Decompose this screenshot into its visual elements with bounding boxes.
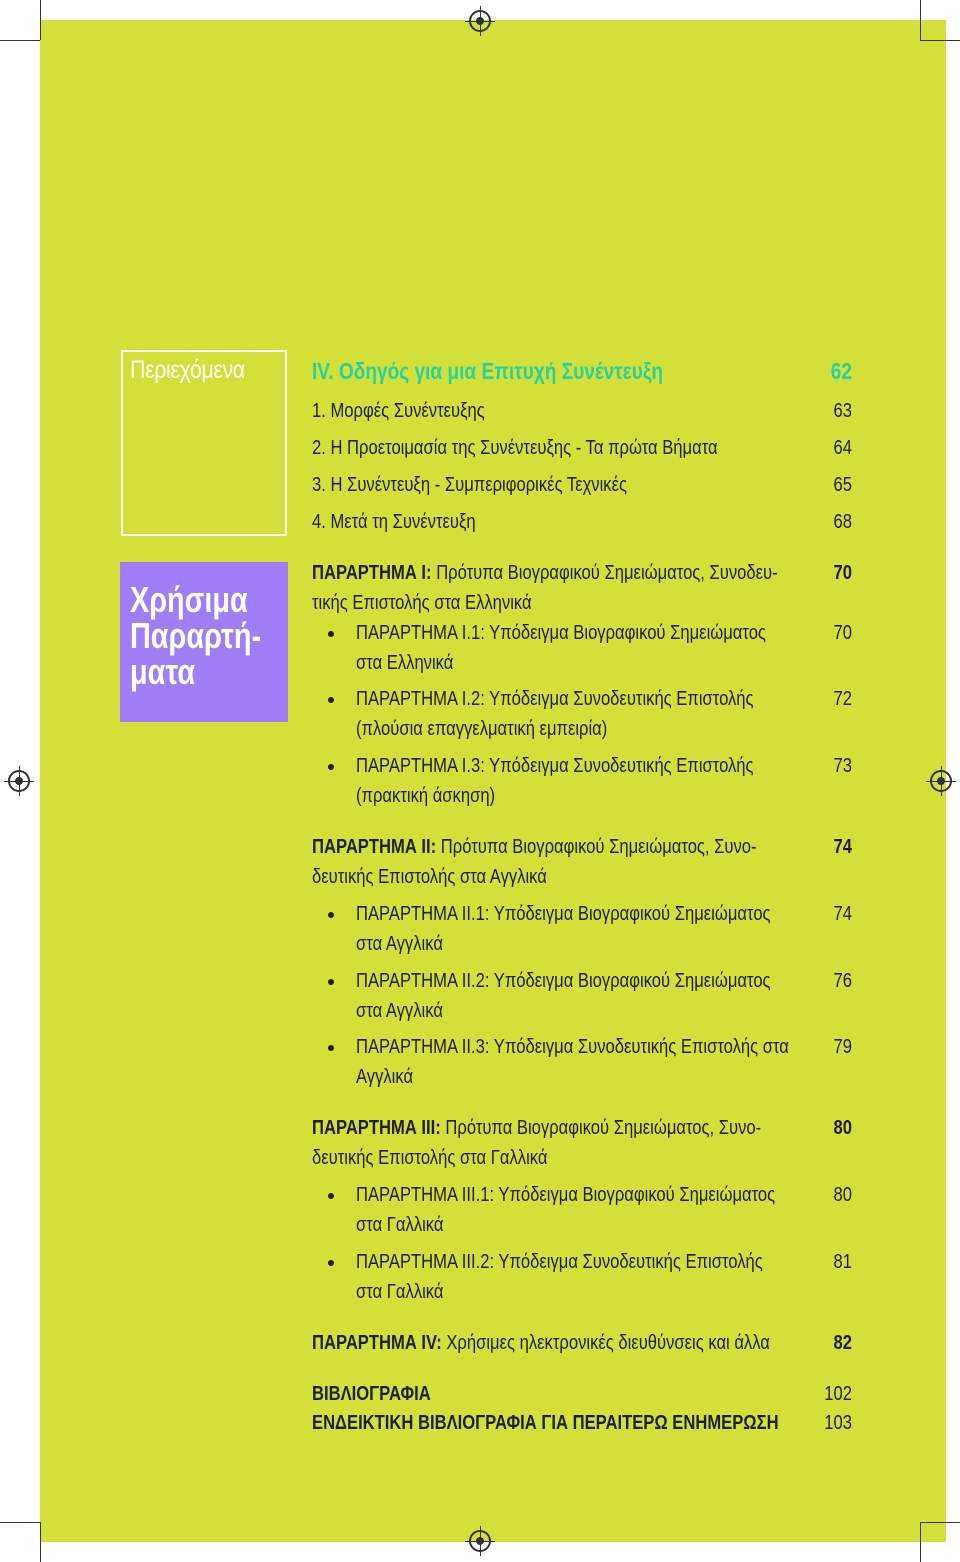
toc-appendix-title-cont[interactable]: τικής Επιστολής στα Ελληνικά — [312, 592, 532, 614]
contents-label: Περιεχόμενα — [130, 356, 245, 384]
toc-appendix-label: ΠΑΡΑΡΤΗΜΑ ΙΙ: — [312, 836, 437, 858]
toc-appendix-label: ΠΑΡΑΡΤΗΜΑ Ι: — [312, 562, 432, 584]
toc-appendix-title-text: Χρήσιμες ηλεκτρονικές διευθύνσεις και άλλα — [446, 1332, 770, 1354]
toc-subitem-cont[interactable]: στα Ελληνικά — [356, 652, 454, 674]
toc-item[interactable]: 3. Η Συνέντευξη - Συμπεριφορικές Τεχνικές — [312, 474, 627, 496]
crop-mark-bottom-left-h — [0, 1522, 40, 1523]
toc-subitem-cont[interactable]: (πρακτική άσκηση) — [356, 785, 496, 807]
toc-appendix-title-cont[interactable]: δευτικής Επιστολής στα Γαλλικά — [312, 1147, 548, 1169]
toc-item[interactable]: 2. Η Προετοιμασία της Συνέντευξης - Τα πρώτα Βήματα — [312, 437, 718, 459]
bullet-icon — [328, 1260, 334, 1266]
bullet-icon — [328, 631, 334, 637]
toc-subitem[interactable]: ΠΑΡΑΡΤΗΜΑ ΙΙ.3: Υπόδειγμα Συνοδευτικής Επιστολής στα — [356, 1036, 789, 1058]
toc-appendix-title[interactable] — [312, 558, 778, 588]
toc-subitem-cont[interactable]: στα Αγγλικά — [356, 1000, 443, 1022]
toc-subitem-cont[interactable]: στα Αγγλικά — [356, 933, 443, 955]
section-label — [130, 579, 262, 692]
toc-subitem[interactable]: ΠΑΡΑΡΤΗΜΑ ΙΙ.1: Υπόδειγμα Βιογραφικού Σημειώματος — [356, 903, 771, 925]
toc-item-page: 63 — [833, 400, 852, 422]
toc-subitem-page: 70 — [833, 622, 852, 644]
toc-subitem[interactable]: ΠΑΡΑΡΤΗΜΑ Ι.2: Υπόδειγμα Συνοδευτικής Επιστολής — [356, 688, 754, 710]
toc-subitem-page: 81 — [833, 1251, 852, 1273]
toc-appendix-title[interactable] — [312, 1328, 770, 1358]
registration-mark-left-icon — [8, 770, 30, 792]
toc-subitem[interactable]: ΠΑΡΑΡΤΗΜΑ ΙΙΙ.2: Υπόδειγμα Συνοδευτικής Επιστολής — [356, 1251, 763, 1273]
crop-mark-bottom-right-h — [920, 1522, 960, 1523]
bullet-icon — [328, 979, 334, 985]
toc-appendix-page: 70 — [833, 562, 852, 584]
toc-appendix-title-text: Πρότυπα Βιογραφικού Σημειώματος, Συνο- — [440, 836, 757, 858]
toc-item-page: 68 — [833, 511, 852, 533]
bullet-icon — [328, 764, 334, 770]
toc-subitem-page: 76 — [833, 970, 852, 992]
toc-subitem-cont[interactable]: (πλούσια επαγγελματική εμπειρία) — [356, 718, 608, 740]
toc-subitem[interactable]: ΠΑΡΑΡΤΗΜΑ Ι.1: Υπόδειγμα Βιογραφικού Σημειώματος — [356, 622, 766, 644]
toc-item-page: 65 — [833, 474, 852, 496]
crop-mark-bottom-right-v — [920, 1522, 921, 1562]
toc-item[interactable]: 4. Μετά τη Συνέντευξη — [312, 511, 476, 533]
toc-subitem-page: 73 — [833, 755, 852, 777]
section-label-line: ματα — [130, 651, 196, 692]
bullet-icon — [328, 697, 334, 703]
toc-chapter-title[interactable]: IV. Οδηγός για μια Επιτυχή Συνέντευξη — [312, 358, 663, 384]
toc-subitem-cont[interactable]: στα Γαλλικά — [356, 1214, 444, 1236]
toc-item[interactable]: 1. Μορφές Συνέντευξης — [312, 400, 485, 422]
toc-appendix-label: ΠΑΡΑΡΤΗΜΑ ΙV: — [312, 1332, 442, 1354]
toc-further-bibliography-page: 103 — [824, 1412, 852, 1434]
section-label-line: Χρήσιμα — [130, 579, 248, 620]
toc-appendix-page: 80 — [833, 1117, 852, 1139]
registration-mark-right-icon — [930, 770, 952, 792]
toc-chapter-page: 62 — [830, 358, 852, 384]
registration-mark-bottom-icon — [469, 1530, 491, 1552]
toc-subitem-page: 79 — [833, 1036, 852, 1058]
toc-subitem[interactable]: ΠΑΡΑΡΤΗΜΑ Ι.3: Υπόδειγμα Συνοδευτικής Επιστολής — [356, 755, 754, 777]
toc-subitem[interactable]: ΠΑΡΑΡΤΗΜΑ ΙΙΙ.1: Υπόδειγμα Βιογραφικού Σημειώματος — [356, 1184, 776, 1206]
toc-appendix-title-cont[interactable]: δευτικής Επιστολής στα Αγγλικά — [312, 866, 547, 888]
crop-mark-top-right-v — [920, 0, 921, 40]
section-label-line: Παραρτή- — [130, 615, 262, 656]
crop-mark-bottom-left-v — [40, 1522, 41, 1562]
toc-subitem-page: 72 — [833, 688, 852, 710]
bullet-icon — [328, 912, 334, 918]
crop-mark-top-left-h — [0, 40, 40, 41]
toc-item-page: 64 — [833, 437, 852, 459]
toc-appendix-title[interactable] — [312, 832, 757, 862]
toc-subitem-cont[interactable]: Αγγλικά — [356, 1066, 414, 1088]
toc-appendix-label: ΠΑΡΑΡΤΗΜΑ ΙΙΙ: — [312, 1117, 441, 1139]
toc-subitem-page: 74 — [833, 903, 852, 925]
toc-appendix-title[interactable] — [312, 1113, 761, 1143]
toc-bibliography-page: 102 — [824, 1383, 852, 1405]
bullet-icon — [328, 1045, 334, 1051]
toc-appendix-page: 82 — [833, 1332, 852, 1354]
toc-bibliography[interactable]: ΒΙΒΛΙΟΓΡΑΦΙΑ — [312, 1383, 431, 1405]
registration-mark-top-icon — [469, 10, 491, 32]
crop-mark-top-left-v — [40, 0, 41, 40]
crop-mark-top-right-h — [920, 40, 960, 41]
toc-further-bibliography[interactable]: ΕΝΔΕΙΚΤΙΚΗ ΒΙΒΛΙΟΓΡΑΦΙΑ ΓΙΑ ΠΕΡΑΙΤΕΡΩ ΕΝΗΜΕΡΩΣΗ — [312, 1412, 779, 1434]
toc-subitem-page: 80 — [833, 1184, 852, 1206]
toc-appendix-title-text: Πρότυπα Βιογραφικού Σημειώματος, Συνο- — [445, 1117, 762, 1139]
toc-subitem[interactable]: ΠΑΡΑΡΤΗΜΑ ΙΙ.2: Υπόδειγμα Βιογραφικού Σημειώματος — [356, 970, 771, 992]
toc-appendix-title-text: Πρότυπα Βιογραφικού Σημειώματος, Συνοδευ- — [436, 562, 778, 584]
bullet-icon — [328, 1193, 334, 1199]
toc-appendix-page: 74 — [833, 836, 852, 858]
toc-subitem-cont[interactable]: στα Γαλλικά — [356, 1281, 444, 1303]
